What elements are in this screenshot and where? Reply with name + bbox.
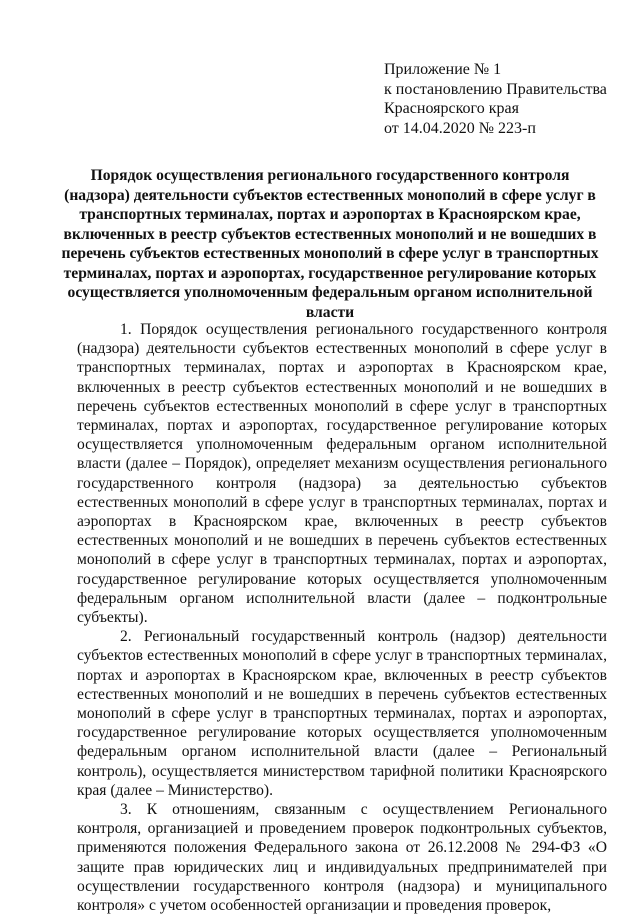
appendix-line-4: от 14.04.2020 № 223-п [384, 119, 536, 137]
appendix-block [384, 60, 624, 138]
appendix-line-3: Красноярского края [384, 100, 519, 117]
document-body [77, 320, 607, 915]
document-title: Порядок осуществления регионального государственного контроля (надзора) деятельности субъектов естественных монополий в сфере услуг в транспортных терминалах, портах и аэропортах в Красноярском крае, включенных в реестр субъектов естественных монополий и не вошедших в перечень субъектов естественных монополий в сфере услуг в транспортных терминалах, портах и аэропортах, государственное регулирование которых осуществляется уполномоченным федеральным органом исполнительной власти [61, 167, 599, 321]
paragraph-3: 3. К отношениям, связанным с осуществлением Регионального контроля, организацией и проведением проверок подконтрольных субъектов, применяются положения Федерального закона от 26.12.2008 № 294-ФЗ «О защите прав юридических лиц и индивидуальных предпринимателей при осуществлении государственного контроля (надзора) и муниципального контроля» с учетом особенностей организации и проведения проверок, [77, 801, 607, 915]
appendix-line-2: к постановлению Правительства [384, 80, 607, 98]
appendix-line-1: Приложение № 1 [384, 61, 502, 78]
paragraph-1: 1. Порядок осуществления регионального государственного контроля (надзора) деятельности субъектов естественных монополий в сфере услуг в транспортных терминалах, портах и аэропортах в Красноярском крае, включенных в реестр субъектов естественных монополий и не вошедших в перечень субъектов естественных монополий в сфере услуг в транспортных терминалах, портах и аэропортах, государственное регулирование которых осуществляется уполномоченным федеральным органом исполнительной власти (далее – Порядок), определяет механизм осуществления регионального государственного контроля (надзора) за деятельностью субъектов естественных монополий в сфере услуг в транспортных терминалах, портах и аэропортах в Красноярском крае, включенных в реестр субъектов естественных монополий и не вошедших в перечень субъектов естественных монополий в сфере услуг в транспортных терминалах, портах и аэропортах, государственное регулирование которых осуществляется уполномоченным федеральным органом исполнительной власти (далее – подконтрольные субъекты). [77, 321, 607, 627]
paragraph-2: 2. Региональный государственный контроль (надзор) деятельности субъектов естественных монополий в сфере услуг в транспортных терминалах, портах и аэропортах в Красноярском крае, включенных в реестр субъектов естественных монополий и не вошедших в перечень субъектов естественных монополий в сфере услуг в транспортных терминалах, портах и аэропортах, государственное регулирование которых осуществляется уполномоченным федеральным органом исполнительной власти (далее – Региональный контроль), осуществляется министерством тарифной политики Красноярского края (далее – Министерство). [77, 628, 607, 799]
